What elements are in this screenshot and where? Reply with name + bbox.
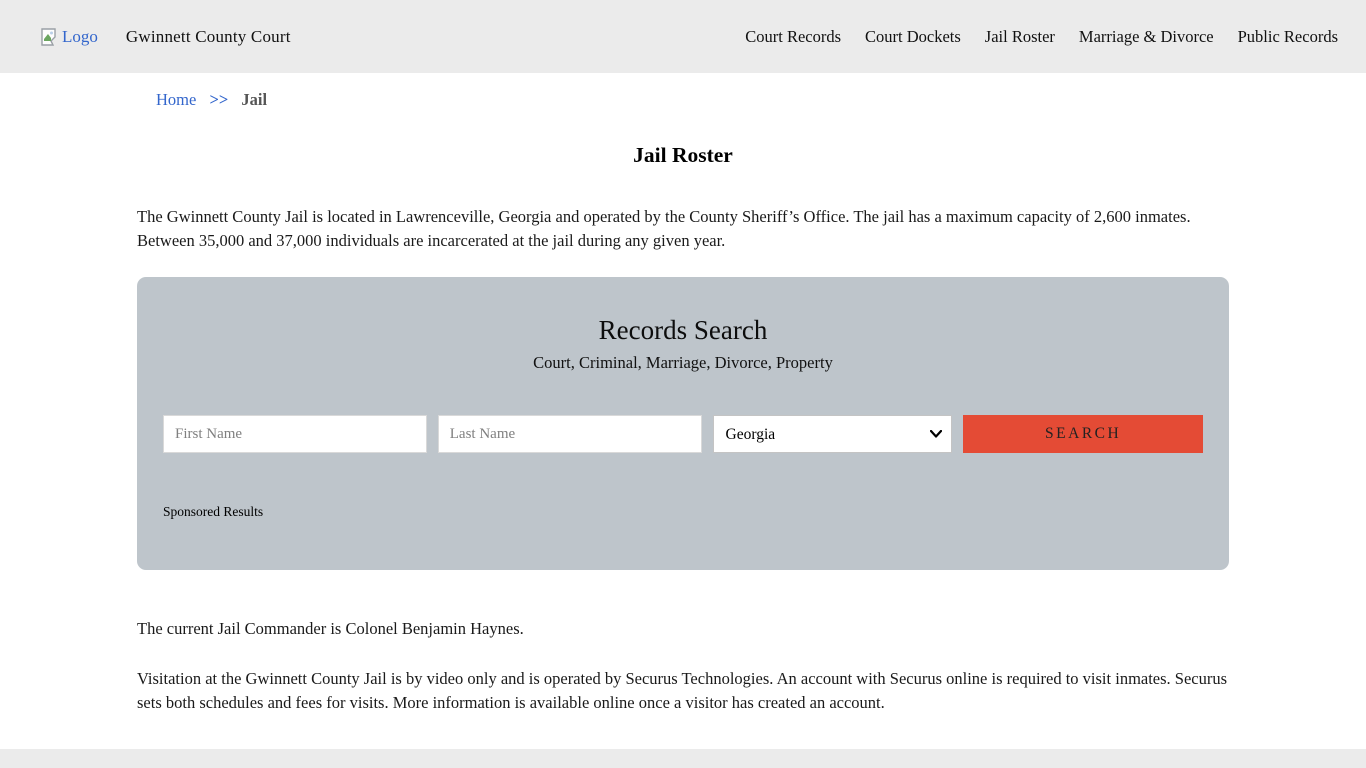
first-name-input[interactable] <box>163 415 427 453</box>
visitation-paragraph: Visitation at the Gwinnett County Jail is by video only and is operated by Securus Technologies. An account with Securus online is required to visit inmates. Securus sets both schedules and fees for visits. More information is available online once a visitor has created an account. <box>137 669 1228 712</box>
records-search-panel <box>137 277 1229 570</box>
main-content <box>137 73 1229 715</box>
breadcrumb-separator: >> <box>209 90 229 109</box>
commander-paragraph: The current Jail Commander is Colonel Benjamin Haynes. <box>137 619 524 638</box>
site-footer <box>0 749 1366 768</box>
main-nav <box>745 27 1338 47</box>
intro-paragraph: The Gwinnett County Jail is located in Lawrenceville, Georgia and operated by the County Sheriff’s Office. The jail has a maximum capacity of 2,600 inmates. Between 35,000 and 37,000 individuals are incarcerated at the jail during any given year. <box>137 207 1191 250</box>
breadcrumb-current: Jail <box>241 90 268 109</box>
state-select[interactable] <box>713 415 953 453</box>
nav-item-jail-roster[interactable]: Jail Roster <box>984 26 1055 46</box>
breadcrumb <box>137 73 1229 110</box>
logo-alt-text: Logo <box>62 26 98 46</box>
page-title: Jail Roster <box>633 143 733 167</box>
site-title: Gwinnett County Court <box>125 26 291 46</box>
sponsored-results-label: Sponsored Results <box>163 504 264 519</box>
breadcrumb-home-link[interactable]: Home <box>156 90 197 109</box>
search-panel-title: Records Search <box>598 315 768 345</box>
last-name-input[interactable] <box>438 415 702 453</box>
search-panel-subtitle: Court, Criminal, Marriage, Divorce, Property <box>533 353 833 372</box>
nav-item-court-dockets[interactable]: Court Dockets <box>865 26 961 46</box>
nav-item-marriage-divorce[interactable]: Marriage & Divorce <box>1078 26 1214 46</box>
logo-link[interactable] <box>40 27 98 47</box>
broken-image-icon <box>40 28 60 46</box>
search-button[interactable]: SEARCH <box>963 415 1203 453</box>
site-header <box>0 0 1366 73</box>
nav-item-public-records[interactable]: Public Records <box>1237 26 1338 46</box>
search-form <box>163 415 1203 453</box>
nav-item-court-records[interactable]: Court Records <box>745 26 842 46</box>
state-select-wrap <box>713 415 953 453</box>
